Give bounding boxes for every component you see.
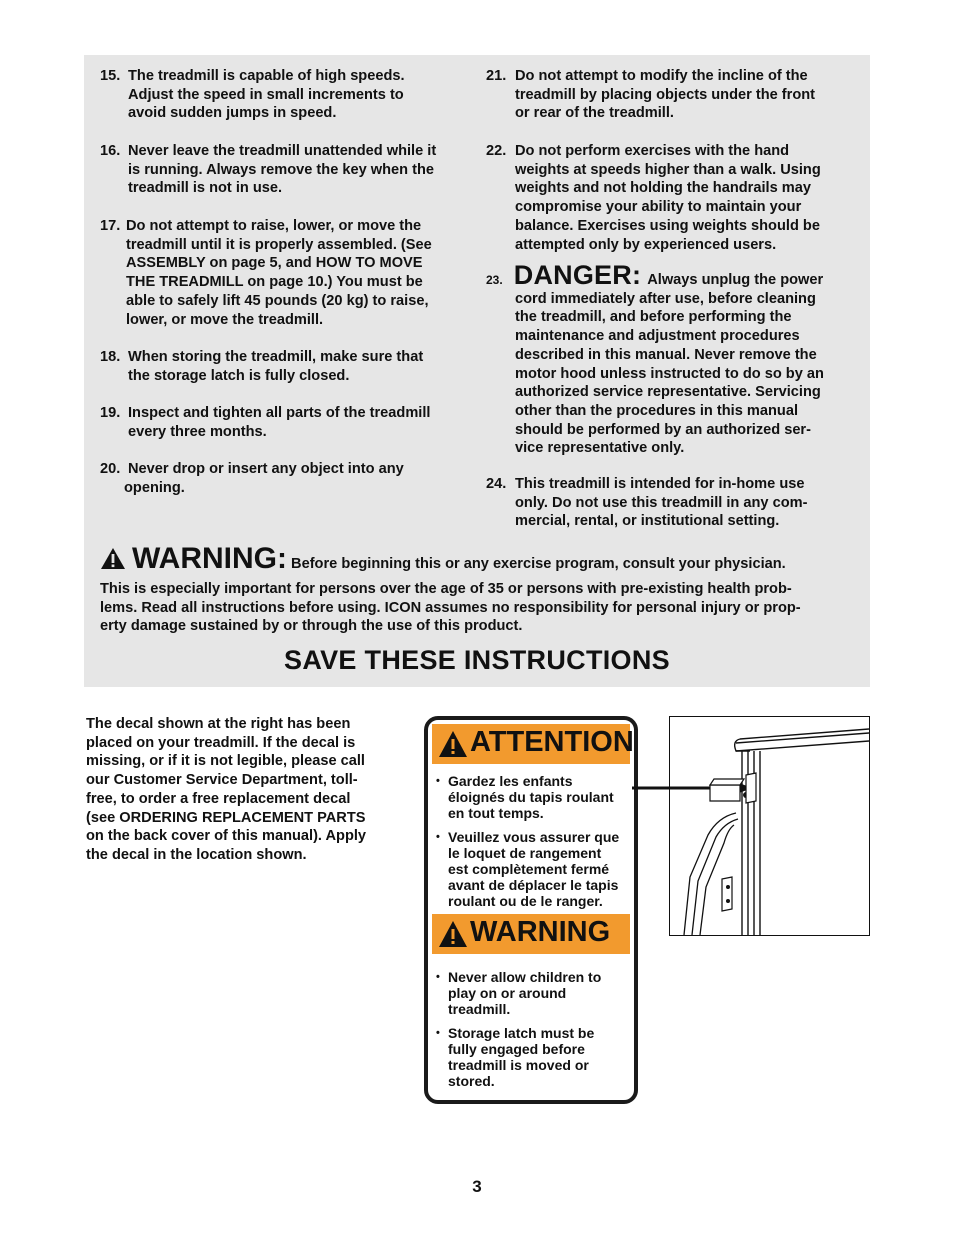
list-item: • Gardez les enfants éloignés du tapis roulant en tout temps. xyxy=(436,774,628,821)
warning-paragraph: WARNING: Before beginning this or any exercise program, consult your physician. This is especially important for persons over the age of 35 or persons with pre-existing health prob- lems. Read all instructions before using. ICON assumes no responsibility for personal injury or prop- erty damage sustained by or through the use of this product. xyxy=(100,542,801,635)
safety-item-15: 15. The treadmill is capable of high speeds. Adjust the speed in small increments to avoid sudden jumps in speed. xyxy=(100,68,405,122)
warning-triangle-icon xyxy=(100,547,126,580)
list-item: • Storage latch must be fully engaged before treadmill is moved or stored. xyxy=(436,1026,628,1089)
warning-heading: WARNING: xyxy=(132,542,287,575)
danger-heading: DANGER: xyxy=(513,260,642,290)
attention-header: ATTENTION xyxy=(432,724,630,764)
save-instructions-title: SAVE THESE INSTRUCTIONS xyxy=(284,645,670,675)
warning-header: WARNING xyxy=(432,914,630,954)
page-number: 3 xyxy=(472,1177,482,1196)
warning-triangle-icon xyxy=(438,920,468,948)
decal-note: The decal shown at the right has been placed on your treadmill. If the decal is missing, or if it is not legible, please call our Customer Service Department, toll- free, to order a free replacement decal (see ORDERING REPLACEMENT PARTS on the back cover of this manual). Apply the decal in the location shown. xyxy=(86,716,367,863)
safety-item-20: 20. Never drop or insert any object into any opening. xyxy=(100,461,404,496)
safety-item-21: 21. Do not attempt to modify the incline of the treadmill by placing objects under the front or rear of the treadmill. xyxy=(486,68,816,122)
treadmill-latch-illustration xyxy=(669,716,870,936)
safety-item-18: 18. When storing the treadmill, make sure that the storage latch is fully closed. xyxy=(100,349,424,384)
list-item: • Never allow children to play on or around treadmill. xyxy=(436,970,628,1017)
safety-item-22: 22. Do not perform exercises with the hand weights at speeds higher than a walk. Using weights and not holding the handrails may compromise your ability to maintain your balance. Exercises using weights should be attempted only by experienced users. xyxy=(486,143,821,253)
warning-decal xyxy=(424,716,638,1104)
attention-triangle-icon xyxy=(438,730,468,758)
safety-item-17: 17. Do not attempt to raise, lower, or move the treadmill until it is properly assembled. (See ASSEMBLY on page 5, and HOW TO MOVE THE TREADMILL on page 10.) You must be able to safely lift 45 pounds (20 kg) to raise, lower, or move the treadmill. xyxy=(100,218,432,328)
safety-item-19: 19. Inspect and tighten all parts of the treadmill every three months. xyxy=(100,405,431,440)
treadmill-upright-drawing xyxy=(670,717,869,935)
safety-item-23-danger: 23. DANGER: Always unplug the power cord immediately after use, before cleaning the treadmill, and before performing the maintenance and adjustment procedures described in this manual. Never remove the motor hood unless instructed to do so by an authorized service representative. Servicing other than the procedures in this manual should be performed by an authorized ser- vice representative only. xyxy=(486,260,824,457)
warning-bullets xyxy=(436,970,628,1099)
safety-item-24: 24. This treadmill is intended for in-home use only. Do not use this treadmill in any com- mercial, rental, or institutional setting. xyxy=(486,476,808,530)
list-item: • Veuillez vous assurer que le loquet de rangement est complètement fermé avant de déplacer le tapis roulant ou de le ranger. xyxy=(436,830,628,909)
safety-item-16: 16. Never leave the treadmill unattended while it is running. Always remove the key when the treadmill is not in use. xyxy=(100,143,437,197)
attention-bullets xyxy=(436,774,628,918)
